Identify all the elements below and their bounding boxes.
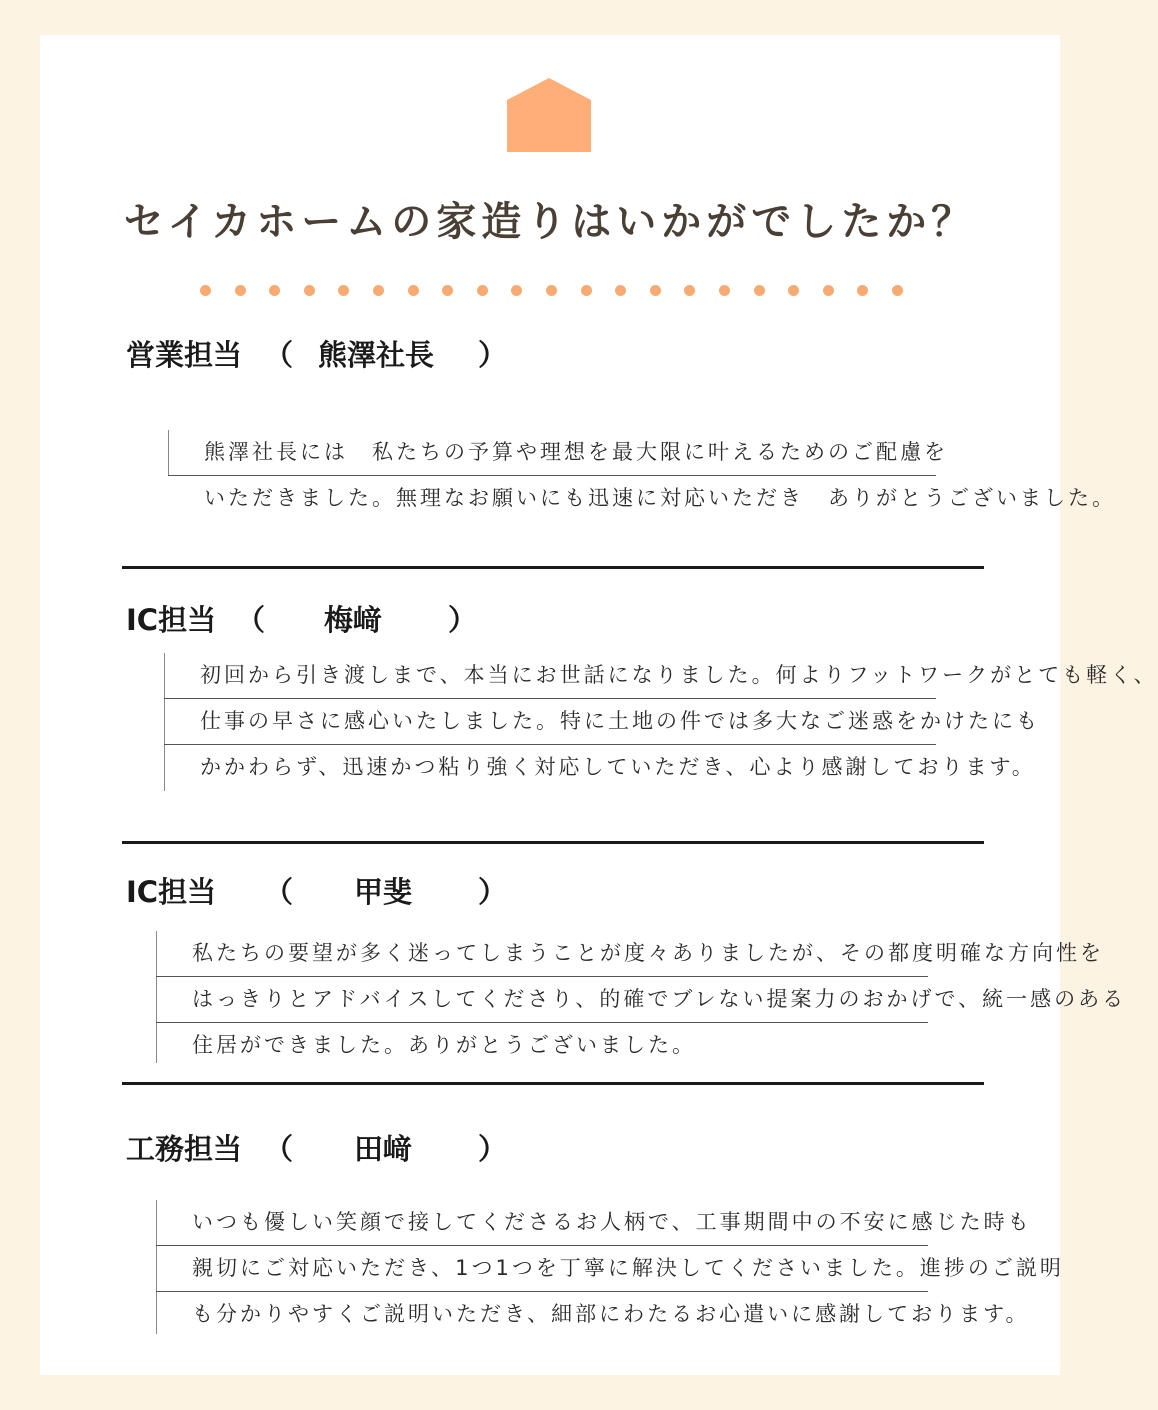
handwritten-note — [168, 430, 1116, 526]
close-paren: ） — [448, 603, 478, 637]
note-line: も分かりやすくご説明いただき、細部にわたるお心遣いに感謝しております。 — [192, 1302, 1030, 1326]
note-line: 初回から引き渡しまで、本当にお世話になりました。何よりフットワークがとても軽く、 — [164, 653, 936, 699]
staff-name: 田﨑 — [354, 1132, 413, 1166]
note-line: はっきりとアドバイスしてくださり、的確でブレない提案力のおかげで、統一感のある — [156, 977, 928, 1023]
house-icon — [507, 78, 591, 152]
role-label: 営業担当 — [126, 338, 243, 372]
section-divider — [122, 841, 984, 844]
divider-dot — [581, 285, 592, 296]
divider-dot — [200, 285, 211, 296]
handwritten-note — [156, 931, 1127, 1063]
survey-card — [40, 35, 1158, 1375]
note-line: 住居ができました。ありがとうございました。 — [192, 1033, 696, 1057]
divider-dot — [338, 285, 349, 296]
note-line: 親切にご対応いただき、1つ1つを丁寧に解決してくださいました。進捗のご説明 — [156, 1246, 928, 1292]
divider-dot — [684, 285, 695, 296]
staff-name: 甲斐 — [354, 875, 413, 909]
page-title: セイカホームの家造りはいかがでしたか？ — [123, 199, 977, 245]
section-heading-construction — [126, 1127, 546, 1167]
divider-dot — [823, 285, 834, 296]
handwritten-note — [156, 1200, 1064, 1334]
role-label: IC担当 — [126, 875, 217, 909]
note-line: かかわらず、迅速かつ粘り強く対応していただき、心より感謝しております。 — [200, 755, 1036, 779]
close-paren: ） — [478, 338, 508, 372]
divider-dot — [511, 285, 522, 296]
dot-divider — [200, 285, 900, 299]
section-heading-ic-1 — [126, 598, 546, 638]
open-paren: （ — [264, 875, 294, 909]
divider-dot — [477, 285, 488, 296]
open-paren: （ — [236, 603, 266, 637]
role-label: 工務担当 — [126, 1132, 243, 1166]
section-divider — [122, 566, 984, 569]
divider-dot — [788, 285, 799, 296]
section-heading-sales — [126, 333, 546, 373]
note-line: いただきました。無理なお願いにも迅速に対応いただき ありがとうございました。 — [204, 486, 1116, 510]
open-paren: （ — [264, 338, 294, 372]
divider-dot — [650, 285, 661, 296]
divider-dot — [546, 285, 557, 296]
note-line: いつも優しい笑顔で接してくださるお人柄で、工事期間中の不安に感じた時も — [156, 1200, 928, 1246]
close-paren: ） — [478, 875, 508, 909]
divider-dot — [892, 285, 903, 296]
open-paren: （ — [264, 1132, 294, 1166]
divider-dot — [304, 285, 315, 296]
close-paren: ） — [478, 1132, 508, 1166]
divider-dot — [373, 285, 384, 296]
role-label: IC担当 — [126, 603, 217, 637]
handwritten-note — [164, 653, 1158, 791]
note-line: 私たちの要望が多く迷ってしまうことが度々ありましたが、その都度明確な方向性を — [156, 931, 928, 977]
divider-dot — [269, 285, 280, 296]
note-line: 仕事の早さに感心いたしました。特に土地の件では多大なご迷惑をかけたにも — [164, 699, 936, 745]
divider-dot — [235, 285, 246, 296]
divider-dot — [857, 285, 868, 296]
staff-name: 熊澤社長 — [318, 338, 435, 372]
section-heading-ic-2 — [126, 870, 546, 910]
divider-dot — [754, 285, 765, 296]
divider-dot — [615, 285, 626, 296]
divider-dot — [408, 285, 419, 296]
divider-dot — [719, 285, 730, 296]
note-line: 熊澤社長には 私たちの予算や理想を最大限に叶えるためのご配慮を — [168, 430, 936, 476]
staff-name: 梅﨑 — [324, 603, 383, 637]
section-divider — [122, 1082, 984, 1085]
divider-dot — [442, 285, 453, 296]
